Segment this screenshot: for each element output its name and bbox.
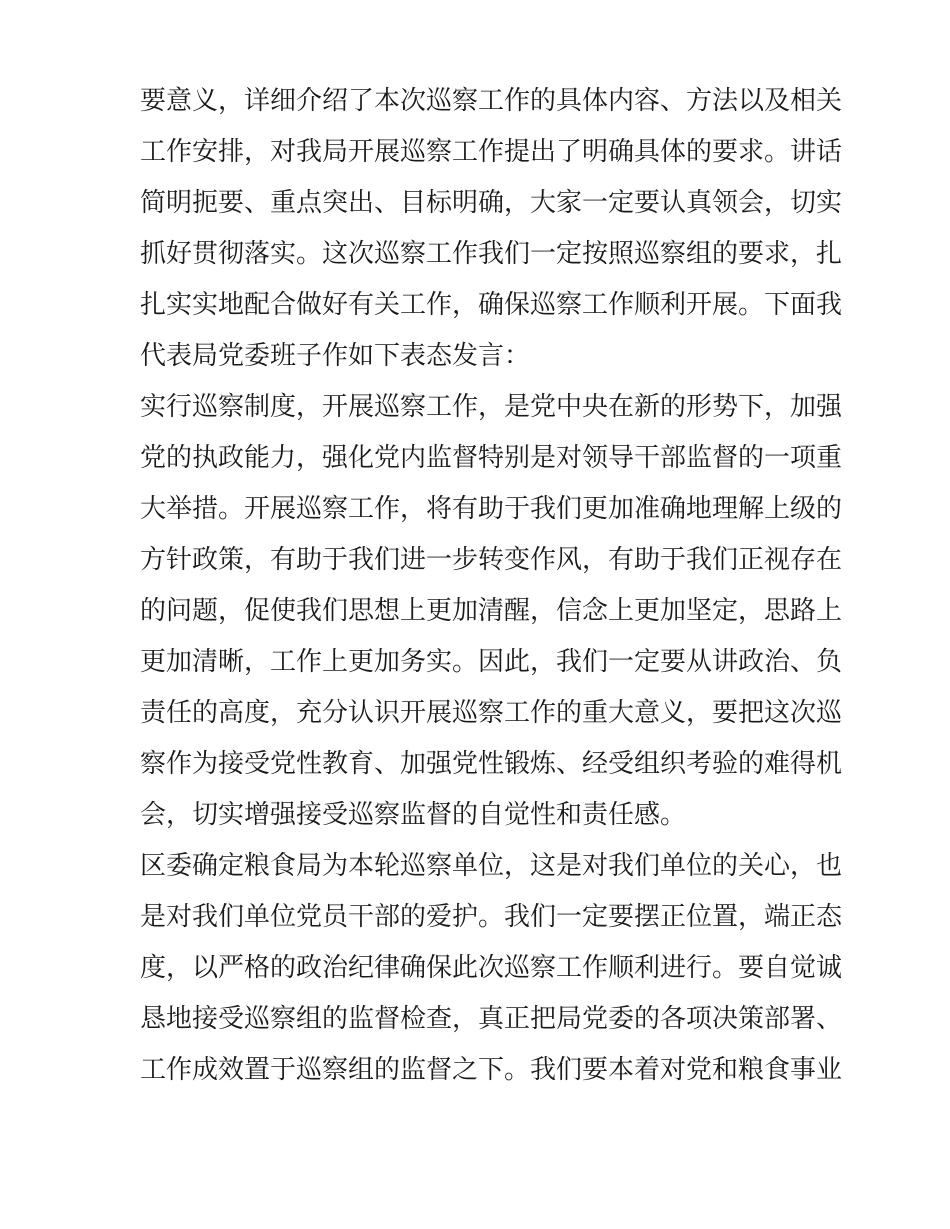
text-line: 党的执政能力，强化党内监督特别是对领导干部监督的一项重 [140,443,843,473]
text-line: 工作安排，对我局开展巡察工作提出了明确具体的要求。讲话 [140,137,843,167]
text-line: 方针政策，有助于我们进一步转变作风，有助于我们正视存在 [140,545,843,575]
text-line: 的问题，促使我们思想上更加清醒，信念上更加坚定，思路上 [140,596,843,626]
text-line: 是对我们单位党员干部的爱护。我们一定要摆正位置，端正态 [140,902,843,932]
text-line: 大举措。开展巡察工作，将有助于我们更加准确地理解上级的 [140,494,843,524]
text-line: 察作为接受党性教育、加强党性锻炼、经受组织考验的难得机 [140,749,843,779]
text-line: 代表局党委班子作如下表态发言： [140,341,531,371]
paragraph-1 [140,76,843,382]
text-line: 责任的高度，充分认识开展巡察工作的重大意义，要把这次巡 [140,698,843,728]
text-line: 简明扼要、重点突出、目标明确，大家一定要认真领会，切实 [140,188,843,218]
paragraph-3 [140,841,843,1096]
text-line: 度，以严格的政治纪律确保此次巡察工作顺利进行。要自觉诚 [140,953,843,983]
text-line: 扎实实地配合做好有关工作，确保巡察工作顺利开展。下面我 [140,290,843,320]
text-line: 区委确定粮食局为本轮巡察单位，这是对我们单位的关心，也 [140,851,843,881]
document-body [140,76,843,1096]
text-line: 恳地接受巡察组的监督检查，真正把局党委的各项决策部署、 [140,1004,843,1034]
text-line: 工作成效置于巡察组的监督之下。我们要本着对党和粮食事业 [140,1055,843,1085]
text-line: 会，切实增强接受巡察监督的自觉性和责任感。 [140,800,687,830]
text-line: 要意义，详细介绍了本次巡察工作的具体内容、方法以及相关 [140,86,843,116]
text-line: 更加清晰，工作上更加务实。因此，我们一定要从讲政治、负 [140,647,843,677]
paragraph-2 [140,382,843,841]
text-line: 抓好贯彻落实。这次巡察工作我们一定按照巡察组的要求，扎 [140,239,843,269]
text-line: 实行巡察制度，开展巡察工作，是党中央在新的形势下，加强 [140,392,843,422]
